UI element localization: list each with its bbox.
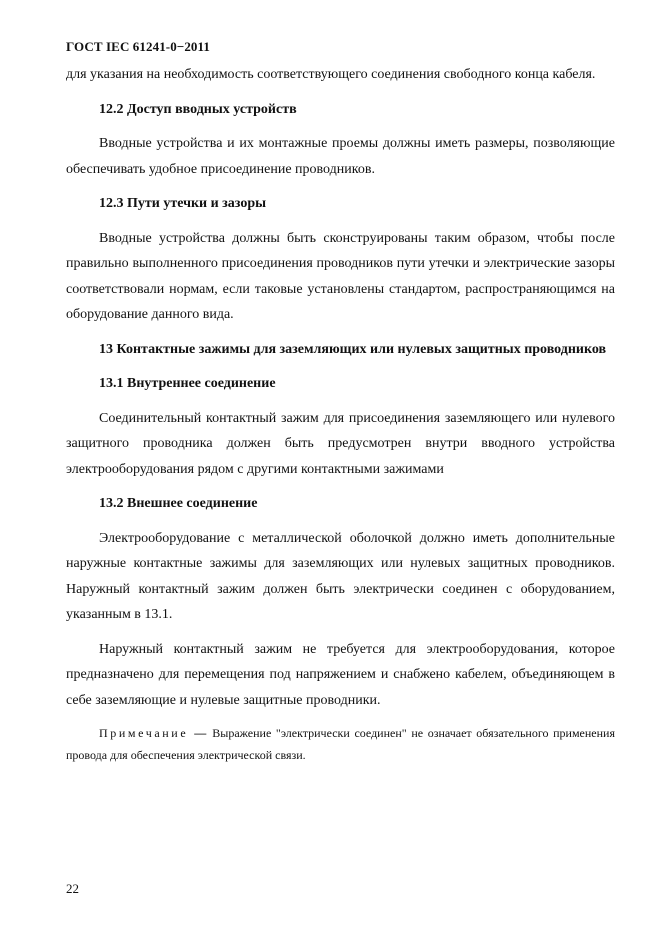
paragraph-12-3: Вводные устройства должны быть сконструированы таким образом, чтобы после правильно выполненного присоединения проводников пути утечки и электрические зазоры соответствовали нормам, если таковые установлены стандартом, распространяющимся на оборудование данного вида. xyxy=(66,230,615,322)
note-text: Выражение "электрически соединен" не означает обязательного применения провода для обеспечения электрической связи. xyxy=(66,726,615,762)
heading-13-1: 13.1 Внутреннее соединение xyxy=(99,376,276,391)
heading-12-3: 12.3 Пути утечки и зазоры xyxy=(99,196,267,211)
heading-13-2: 13.2 Внешнее соединение xyxy=(99,496,258,511)
paragraph-13-2-b: Наружный контактный зажим не требуется для электрооборудования, которое предназначено для перемещения под напряжением и снабжено кабелем, объединяющем в себе заземляющие и нулевые защитные проводники. xyxy=(66,641,615,708)
paragraph-continuation: для указания на необходимость соответствующего соединения свободного конца кабеля. xyxy=(66,67,596,82)
note-label: Примечание xyxy=(99,726,189,740)
document-body xyxy=(66,62,615,766)
heading-13: 13 Контактные зажимы для заземляющих или нулевых защитных проводников xyxy=(99,341,607,357)
paragraph-13-2-a: Электрооборудование с металлической оболочкой должно иметь дополнительные наружные контактные зажимы для заземляющих или нулевых защитных проводников. Наружный контактный зажим должен быть электрически соединен с оборудованием, указанным в 13.1. xyxy=(66,530,615,622)
page-number: 22 xyxy=(66,881,79,896)
paragraph-12-2: Вводные устройства и их монтажные проемы должны иметь размеры, позволяющие обеспечивать удобное присоединение проводников. xyxy=(66,136,615,177)
heading-12-2: 12.2 Доступ вводных устройств xyxy=(99,101,297,117)
paragraph-13-1: Соединительный контактный зажим для присоединения заземляющего или нулевого защитного проводника должен быть предусмотрен внутри вводного устройства электрооборудования рядом с другими контактными зажимами xyxy=(66,410,615,477)
note xyxy=(66,722,615,766)
note-dash: — xyxy=(194,726,207,740)
document-code-header: ГОСТ IEC 61241-0−2011 xyxy=(66,39,211,54)
